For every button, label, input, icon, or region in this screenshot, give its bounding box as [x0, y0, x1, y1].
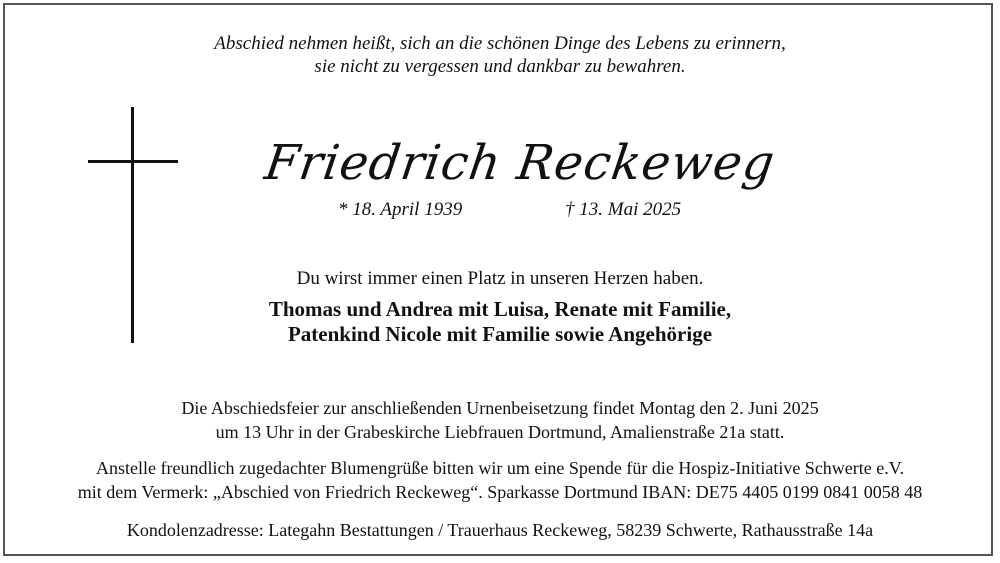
ceremony-line-2: um 13 Uhr in der Grabeskirche Liebfrauen Dortmund, Amalienstraße 21a statt. — [215, 422, 785, 442]
motto-line-2: sie nicht zu vergessen und dankbar zu bewahren. — [314, 56, 686, 77]
mourners-line-1: Thomas und Andrea mit Luisa, Renate mit Familie, — [268, 297, 732, 321]
birth-date: * 18. April 1939 — [338, 199, 463, 220]
donation-line-2: mit dem Vermerk: „Abschied von Friedrich Reckeweg“. Sparkasse Dortmund IBAN: DE75 4405 0199 0841 0058 48 — [77, 482, 923, 502]
ceremony-line-1: Die Abschiedsfeier zur anschließenden Urnenbeisetzung findet Montag den 2. Juni 2025 — [181, 398, 819, 418]
mourners-line-2: Patenkind Nicole mit Familie sowie Angehörige — [287, 322, 713, 346]
condolence-address: Kondolenzadresse: Lategahn Bestattungen / Trauerhaus Reckeweg, 58239 Schwerte, Rathausstraße 14a — [126, 520, 874, 540]
motto-line-1: Abschied nehmen heißt, sich an die schönen Dinge des Lebens zu erinnern, — [214, 33, 786, 54]
death-date: † 13. Mai 2025 — [565, 199, 682, 220]
remembrance-text: Du wirst immer einen Platz in unseren Herzen haben. — [296, 268, 704, 289]
deceased-name: Friedrich Reckeweg — [261, 135, 779, 191]
donation-line-1: Anstelle freundlich zugedachter Blumengrüße bitten wir um eine Spende für die Hospiz-Initiative Schwerte e.V. — [96, 458, 904, 478]
